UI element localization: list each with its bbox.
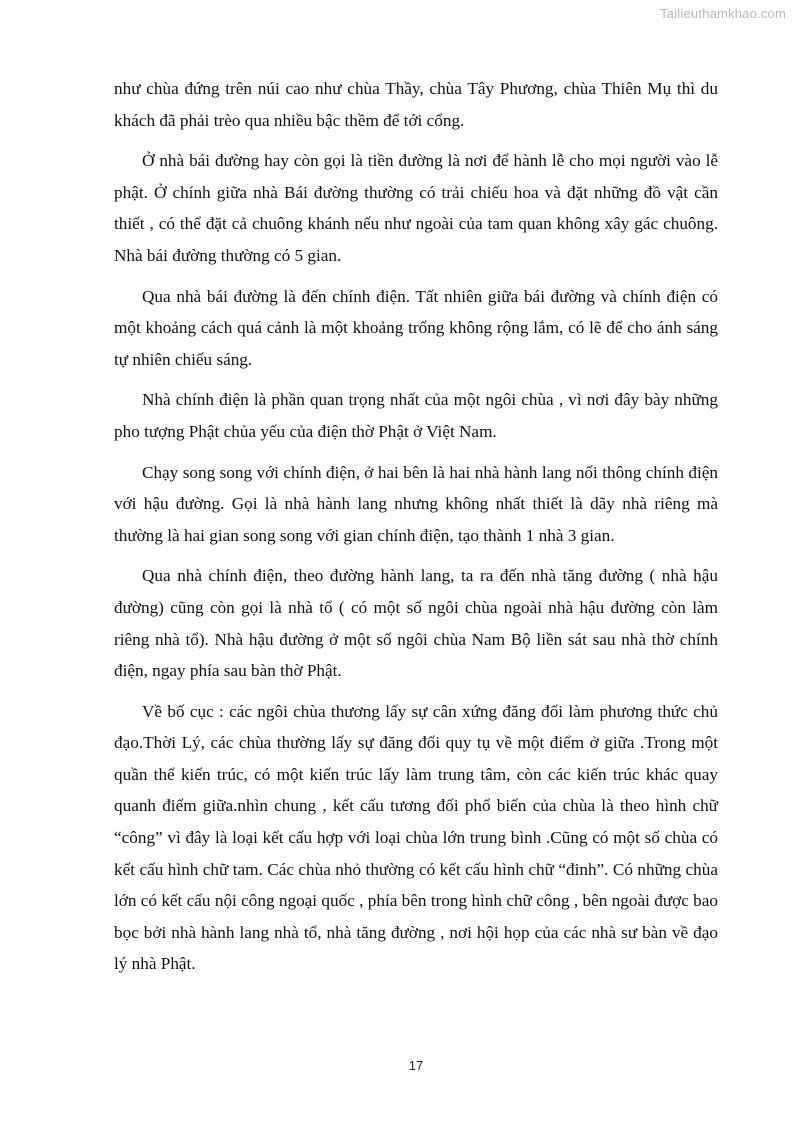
watermark-text: Tailieuthamkhao.com [660,6,786,21]
paragraph-6: Qua nhà chính điện, theo đường hành lang, ta ra đến nhà tăng đường ( nhà hậu đường) cũng còn gọi là nhà tổ ( có một số ngôi chùa ngoài nhà hậu đường còn làm riêng nhà tổ). Nhà hậu đường ở một số ngôi chùa Nam Bộ liền sát sau nhà thờ chính điện, ngay phía sau bàn thờ Phật. [114,566,718,681]
paragraph-7: Về bố cục : các ngôi chùa thương lấy sự cân xứng đăng đối làm phương thức chủ đạo.Thời Lý, các chùa thường lấy sự đăng đối quy tụ về một điểm ở giữa .Trong một quần thể kiến trúc, có một kiến trúc lấy làm trung tâm, còn các kiến trúc khác quay quanh điểm giữa.nhìn chung , kết cấu tương đối phổ biến của chùa là theo hình chữ “công” vì đây là loại kết cấu hợp với loại chùa lớn trung bình .Cũng có một số chùa có kết cấu hình chữ tam. Các chùa nhỏ thường có kết cấu hình chữ “đinh”. Có những chùa lớn có kết cấu nội công ngoại quốc , phía bên trong hình chữ công , bên ngoài được bao bọc bởi nhà hành lang nhà tổ, nhà tăng đường , nơi hội họp của các nhà sư bàn về đạo lý nhà Phật. [114,701,718,974]
paragraph-3: Qua nhà bái đường là đến chính điện. Tất nhiên giữa bái đường và chính điện có một khoảng cách quá cảnh là một khoảng trống không rộng lắm, có lẽ để cho ánh sáng tự nhiên chiếu sáng. [114,286,718,369]
paragraph-4: Nhà chính điện là phần quan trọng nhất của một ngôi chùa , vì nơi đây bày những pho tượng Phật chủa yếu của điện thờ Phật ở Việt Nam. [114,390,718,441]
paragraph-1: như chùa đứng trên núi cao như chùa Thầy, chùa Tây Phương, chùa Thiên Mụ thì du khách đã phải trèo qua nhiều bậc thềm để tới cổng. [114,79,718,130]
paragraph-5: Chạy song song với chính điện, ở hai bên là hai nhà hành lang nối thông chính điện với hậu đường. Gọi là nhà hành lang nhưng không nhất thiết là dãy nhà riêng mà thường là hai gian song song với gian chính điện, tạo thành 1 nhà 3 gian. [114,462,718,545]
document-body [114,73,718,989]
page-number: 17 [408,1058,424,1073]
paragraph-2: Ở nhà bái đường hay còn gọi là tiền đường là nơi để hành lễ cho mọi người vào lễ phật. Ở chính giữa nhà Bái đường thường có trải chiếu hoa và đặt những đồ vật cần thiết , có thể đặt cả chuông khánh nếu như ngoài của tam quan không xây gác chuông. Nhà bái đường thường có 5 gian. [114,151,718,265]
